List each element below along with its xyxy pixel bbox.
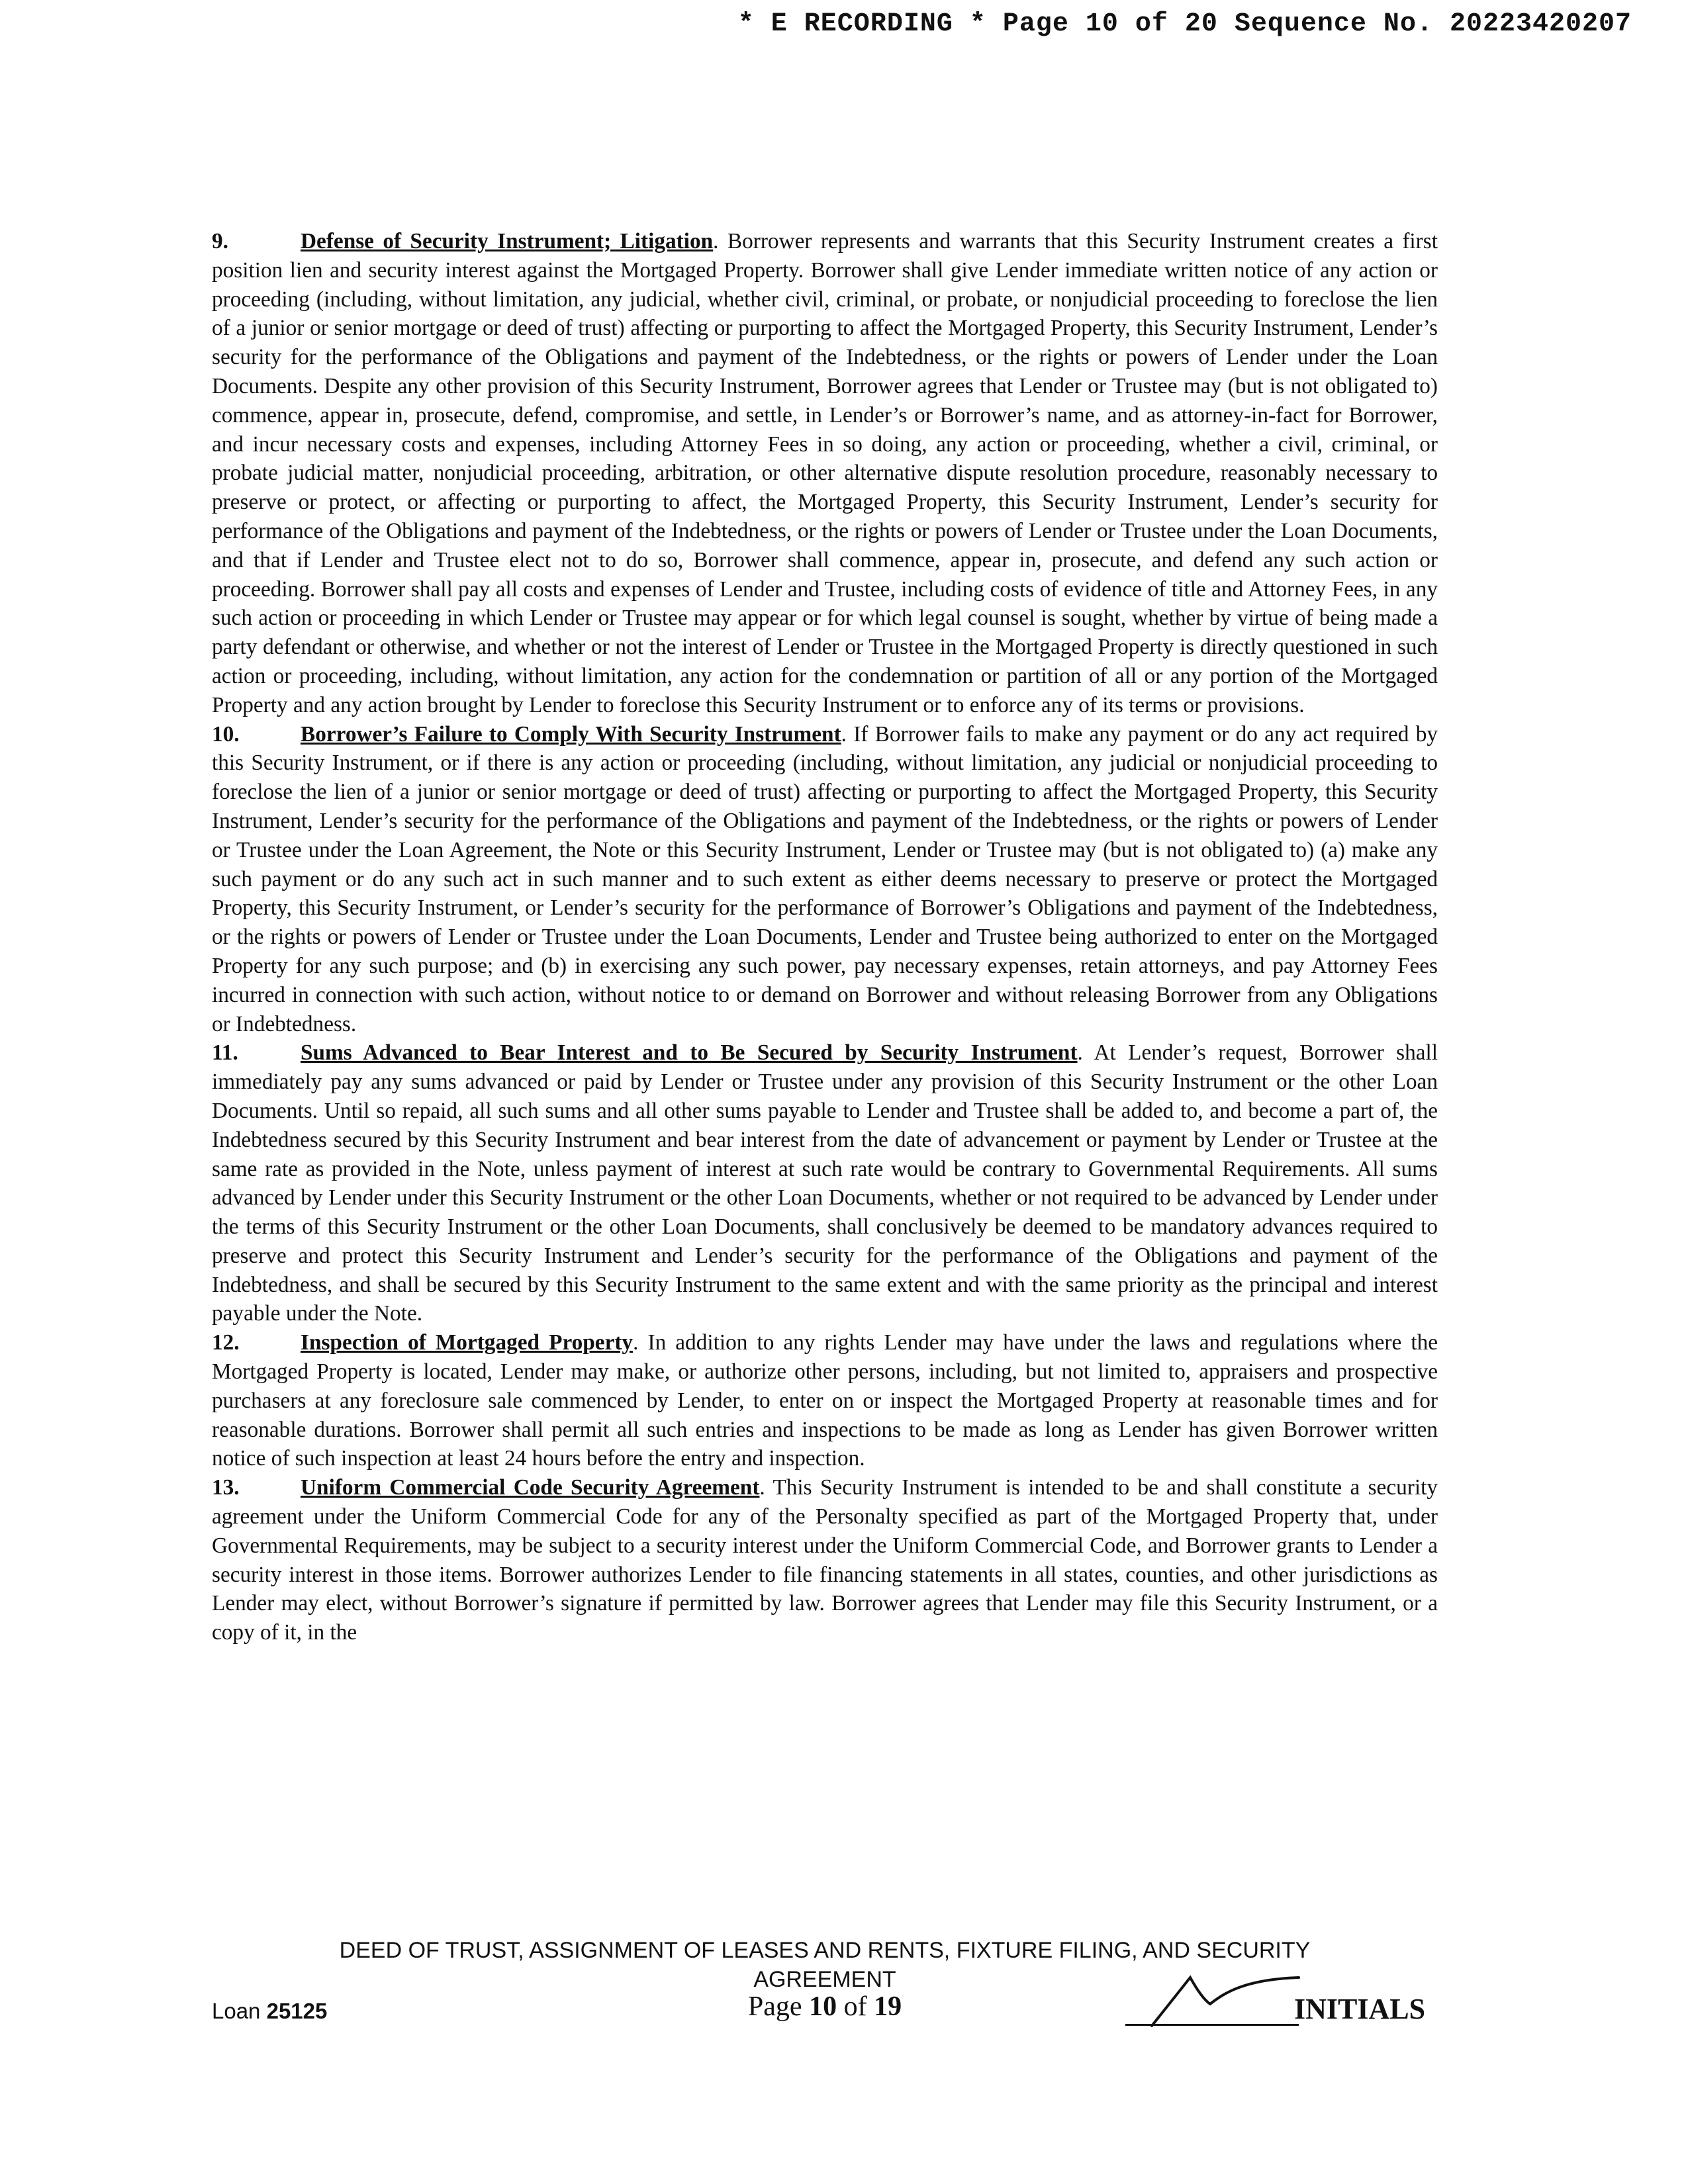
section-11: 11. Sums Advanced to Bear Interest and to Be Secured by Security Instrument. At Lender’s request, Borrower shall immediately pay any sums advanced or paid by Lender or Trustee under any provision of this Security Instrument or the other Loan Documents. Until so repaid, all such sums and all other sums payable to Lender and Trustee shall be added to, and become a part of, the Indebtedness secured by this Security Instrument and bear interest from the date of advancement or payment by Lender or Trustee at the same rate as provided in the Note, unless payment of interest at such rate would be contrary to Governmental Requirements. All sums advanced by Lender under this Security Instrument or the other Loan Documents, whether or not required to be advanced by Lender under the terms of this Security Instrument or the other Loan Documents, shall conclusively be deemed to be mandatory advances required to preserve and protect this Security Instrument and Lender’s security for the performance of the Obligations and payment of the Indebtedness, and shall be secured by this Security Instrument to the same extent and with the same priority as the principal and interest payable under the Note.	[212, 1038, 1438, 1328]
footer-title-line: AGREEMENT	[753, 1967, 896, 1992]
page-prefix: Page	[747, 1991, 802, 2022]
section-title: Sums Advanced to Bear Interest and to Be Secured by Security Instrument	[301, 1040, 1078, 1066]
loan-number	[212, 1999, 327, 2024]
loan-label: Loan	[212, 1999, 261, 2023]
document-body	[212, 227, 1438, 1647]
section-9: 9. Defense of Security Instrument; Litigation. Borrower represents and warrants that this Security Instrument creates a first position lien and security interest against the Mortgaged Property. Borrower shall give Lender immediate written notice of any action or proceeding (including, without limitation, any judicial, whether civil, criminal, or probate, or nonjudicial proceeding to foreclose the lien of a junior or senior mortgage or deed of trust) affecting or purporting to affect the Mortgaged Property, this Security Instrument, Lender’s security for the performance of the Obligations and payment of the Indebtedness, or the rights or powers of Lender under the Loan Documents. Despite any other provision of this Security Instrument, Borrower agrees that Lender or Trustee may (but is not obligated to) commence, appear in, prosecute, defend, compromise, and settle, in Lender’s or Borrower’s name, and as attorney-in-fact for Borrower, and incur necessary costs and expenses, including Attorney Fees in so doing, any action or proceeding, whether a civil, criminal, or probate judicial matter, nonjudicial proceeding, arbitration, or other alternative dispute resolution procedure, reasonably necessary to preserve or protect, or affecting or purporting to affect, the Mortgaged Property, this Security Instrument, Lender’s security for performance of the Obligations and payment of the Indebtedness, or the rights or powers of Lender or Trustee under the Loan Documents, and that if Lender and Trustee elect not to do so, Borrower shall commence, appear in, prosecute, and defend any such action or proceeding. Borrower shall pay all costs and expenses of Lender and Trustee, including costs of evidence of title and Attorney Fees, in any such action or proceeding in which Lender or Trustee may appear or for which legal counsel is sought, whether by virtue of being made a party defendant or otherwise, and whether or not the interest of Lender or Trustee in the Mortgaged Property is directly questioned in such action or proceeding, including, without limitation, any action for the condemnation or partition of all or any portion of the Mortgaged Property and any action brought by Lender to foreclose this Security Instrument or to enforce any of its terms or provisions.	[212, 227, 1438, 720]
loan-value: 25125	[266, 1999, 328, 2023]
section-title: Defense of Security Instrument; Litigation	[301, 229, 714, 253]
section-number: 10.	[212, 721, 240, 747]
section-title: Uniform Commercial Code Security Agreement	[301, 1475, 760, 1500]
page-number	[726, 1991, 924, 2023]
recording-header: * E RECORDING * Page 10 of 20 Sequence No. 20223420207	[737, 9, 1632, 39]
section-10: 10. Borrower’s Failure to Comply With Security Instrument. If Borrower fails to make any payment or do any act required by this Security Instrument, or if there is any action or proceeding (including, without limitation, any judicial or nonjudicial proceeding to foreclose the lien of a junior or senior mortgage or deed of trust) affecting or purporting to affect the Mortgaged Property, this Security Instrument, Lender’s security for the performance of the Obligations and payment of the Indebtedness, or the rights or powers of Lender or Trustee under the Loan Agreement, the Note or this Security Instrument, Lender or Trustee may (but is not obligated to) (a) make any such payment or do any such act in such manner and to such extent as either deems necessary to preserve or protect the Mortgaged Property, this Security Instrument, or Lender’s security for the performance of Borrower’s Obligations and payment of the Indebtedness, or the rights or powers of Lender or Trustee under the Loan Documents, Lender and Trustee being authorized to enter on the Mortgaged Property for any such purpose; and (b) in exercising any such power, pay necessary expenses, retain attorneys, and pay Attorney Fees incurred in connection with such action, without notice to or demand on Borrower and without releasing Borrower from any Obligations or Indebtedness.	[212, 720, 1438, 1039]
section-number: 12.	[212, 1330, 240, 1355]
section-title: Inspection of Mortgaged Property	[301, 1330, 633, 1355]
section-text: If Borrower fails to make any payment or do any act required by this Security Instrument, or if there is any action or proceeding (including, without limitation, any judicial or nonjudicial proceeding to foreclose the lien of a junior or senior mortgage or deed of trust) affecting or purporting to affect the Mortgaged Property, this Security Instrument, Lender’s security for the performance of the Obligations and payment of the Indebtedness, or the rights or powers of Lender or Trustee under the Loan Agreement, the Note or this Security Instrument, Lender or Trustee may (but is not obligated to) (a) make any such payment or do any such act in such manner and to such extent as either deems necessary to preserve or protect the Mortgaged Property, this Security Instrument, or Lender’s security for the performance of Borrower’s Obligations and payment of the Indebtedness, or the rights or powers of Lender or Trustee under the Loan Documents, Lender and Trustee being authorized to enter on the Mortgaged Property for any such purpose; and (b) in exercising any such power, pay necessary expenses, retain attorneys, and pay Attorney Fees incurred in connection with such action, without notice to or demand on Borrower and without releasing Borrower from any Obligations or Indebtedness.	[212, 721, 1438, 1036]
page-total: 19	[874, 1991, 902, 2022]
section-text: In addition to any rights Lender may have under the laws and regulations where the Mortgaged Property is located, Lender may make, or authorize other persons, including, but not limited to, appraisers and prospective purchasers at any foreclosure sale commenced by Lender, to enter on or inspect the Mortgaged Property at reasonable times and for reasonable durations. Borrower shall permit all such entries and inspections to be made as long as Lender has given Borrower written notice of such inspection at least 24 hours before the entry and inspection.	[212, 1330, 1438, 1471]
section-number: 9.	[212, 229, 228, 253]
section-13: 13. Uniform Commercial Code Security Agreement. This Security Instrument is intended to be and shall constitute a security agreement under the Uniform Commercial Code for any of the Personalty specified as part of the Mortgaged Property that, under Governmental Requirements, may be subject to a security interest under the Uniform Commercial Code, and Borrower grants to Lender a security interest in those items. Borrower authorizes Lender to file financing statements in all states, counties, and other jurisdictions as Lender may elect, without Borrower’s signature if permitted by law. Borrower agrees that Lender may file this Security Instrument, or a copy of it, in the	[212, 1473, 1438, 1647]
initials-line	[1125, 2024, 1299, 2026]
initials-label: INITIALS	[1294, 1993, 1426, 2025]
section-text: Borrower represents and warrants that this Security Instrument creates a first position lien and security interest against the Mortgaged Property. Borrower shall give Lender immediate written notice of any action or proceeding (including, without limitation, any judicial, whether civil, criminal, or probate, or nonjudicial proceeding to foreclose the lien of a junior or senior mortgage or deed of trust) affecting or purporting to affect the Mortgaged Property, this Security Instrument, Lender’s security for the performance of the Obligations and payment of the Indebtedness, or the rights or powers of Lender under the Loan Documents. Despite any other provision of this Security Instrument, Borrower agrees that Lender or Trustee may (but is not obligated to) commence, appear in, prosecute, defend, compromise, and settle, in Lender’s or Borrower’s name, and as attorney-in-fact for Borrower, and incur necessary costs and expenses, including Attorney Fees in so doing, any action or proceeding, whether a civil, criminal, or probate judicial matter, nonjudicial proceeding, arbitration, or other alternative dispute resolution procedure, reasonably necessary to preserve or protect, or affecting or purporting to affect, the Mortgaged Property, this Security Instrument, Lender’s security for performance of the Obligations and payment of the Indebtedness, or the rights or powers of Lender or Trustee under the Loan Documents, and that if Lender and Trustee elect not to do so, Borrower shall commence, appear in, prosecute, and defend any such action or proceeding. Borrower shall pay all costs and expenses of Lender and Trustee, including costs of evidence of title and Attorney Fees, in any such action or proceeding in which Lender or Trustee may appear or for which legal counsel is sought, whether by virtue of being made a party defendant or otherwise, and whether or not the interest of Lender or Trustee in the Mortgaged Property is directly questioned in such action or proceeding, including, without limitation, any action for the condemnation or partition of all or any portion of the Mortgaged Property and any action brought by Lender to foreclose this Security Instrument or to enforce any of its terms or provisions.	[212, 229, 1438, 717]
page-current: 10	[809, 1991, 837, 2022]
section-number: 11.	[212, 1040, 238, 1066]
section-title: Borrower’s Failure to Comply With Security Instrument	[301, 721, 841, 747]
section-number: 13.	[212, 1475, 240, 1500]
section-text: This Security Instrument is intended to be and shall constitute a security agreement under the Uniform Commercial Code for any of the Personalty specified as part of the Mortgaged Property that, under Governmental Requirements, may be subject to a security interest under the Uniform Commercial Code, and Borrower grants to Lender a security interest in those items. Borrower authorizes Lender to file financing statements in all states, counties, and other jurisdictions as Lender may elect, without Borrower’s signature if permitted by law. Borrower agrees that Lender may file this Security Instrument, or a copy of it, in the	[212, 1475, 1438, 1645]
section-12: 12. Inspection of Mortgaged Property. In addition to any rights Lender may have under the laws and regulations where the Mortgaged Property is located, Lender may make, or authorize other persons, including, but not limited to, appraisers and prospective purchasers at any foreclosure sale commenced by Lender, to enter on or inspect the Mortgaged Property at reasonable times and for reasonable durations. Borrower shall permit all such entries and inspections to be made as long as Lender has given Borrower written notice of such inspection at least 24 hours before the entry and inspection.	[212, 1328, 1438, 1473]
page-of: of	[843, 1991, 867, 2022]
initials-signature	[1125, 1963, 1304, 2029]
footer-title-line: DEED OF TRUST, ASSIGNMENT OF LEASES AND RENTS, FIXTURE FILING, AND SECURITY	[339, 1938, 1311, 1963]
section-text: At Lender’s request, Borrower shall immediately pay any sums advanced or paid by Lender or Trustee under any provision of this Security Instrument or the other Loan Documents. Until so repaid, all such sums and all other sums payable to Lender and Trustee shall be added to, and become a part of, the Indebtedness secured by this Security Instrument and bear interest from the date of advancement or payment by Lender or Trustee at the same rate as provided in the Note, unless payment of interest at such rate would be contrary to Governmental Requirements. All sums advanced by Lender under this Security Instrument or the other Loan Documents, whether or not required to be advanced by Lender under the terms of this Security Instrument or the other Loan Documents, shall conclusively be deemed to be mandatory advances required to preserve and protect this Security Instrument and Lender’s security for the performance of the Obligations and payment of the Indebtedness, and shall be secured by this Security Instrument to the same extent and with the same priority as the principal and interest payable under the Note.	[212, 1040, 1438, 1326]
